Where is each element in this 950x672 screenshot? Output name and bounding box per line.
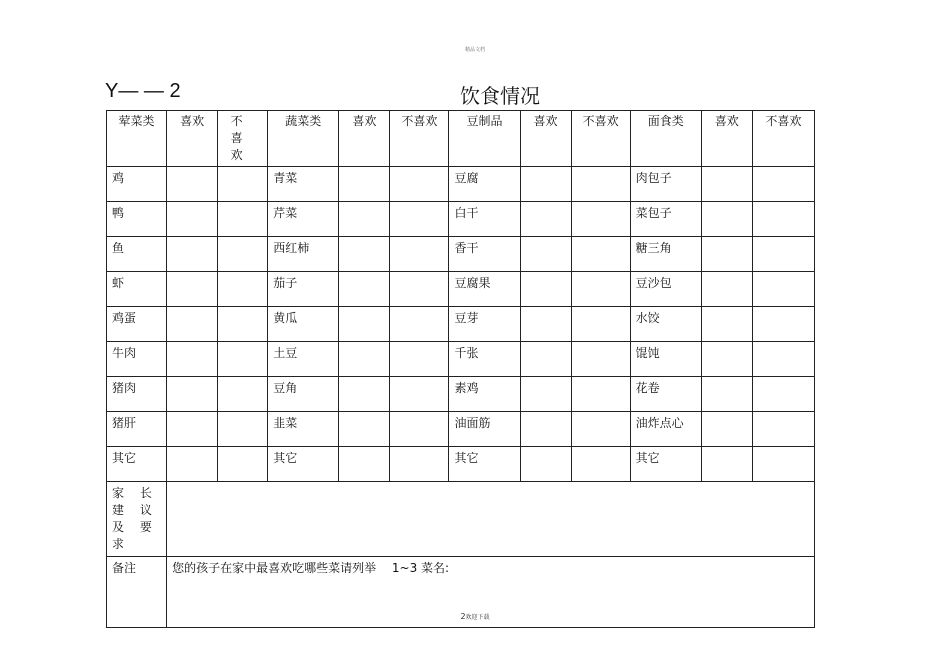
table-row (107, 377, 815, 412)
like-checkbox-cell[interactable] (701, 377, 752, 412)
dislike-checkbox-cell[interactable] (218, 377, 268, 412)
like-checkbox-cell[interactable] (167, 237, 218, 272)
like-checkbox-cell[interactable] (701, 272, 752, 307)
like-checkbox-cell[interactable] (167, 272, 218, 307)
like-checkbox-cell[interactable] (520, 412, 571, 447)
table-row (107, 447, 815, 482)
like-checkbox-cell[interactable] (520, 272, 571, 307)
document-code: Y— — 2 (105, 80, 181, 102)
dislike-checkbox-cell[interactable] (752, 202, 814, 237)
dislike-checkbox-cell[interactable] (571, 412, 630, 447)
dislike-header: 不喜欢 (390, 111, 449, 167)
food-name-cell: 水饺 (630, 307, 701, 342)
like-checkbox-cell[interactable] (701, 167, 752, 202)
like-checkbox-cell[interactable] (520, 237, 571, 272)
table-row (107, 167, 815, 202)
dislike-checkbox-cell[interactable] (752, 342, 814, 377)
food-name-cell: 猪肉 (107, 377, 167, 412)
dislike-checkbox-cell[interactable] (390, 447, 449, 482)
dislike-checkbox-cell[interactable] (571, 342, 630, 377)
food-name-cell: 油炸点心 (630, 412, 701, 447)
dislike-checkbox-cell[interactable] (571, 307, 630, 342)
dislike-checkbox-cell[interactable] (390, 167, 449, 202)
dislike-checkbox-cell[interactable] (752, 412, 814, 447)
food-name-cell: 豆腐果 (449, 272, 520, 307)
food-name-cell: 青菜 (268, 167, 339, 202)
like-checkbox-cell[interactable] (339, 342, 390, 377)
page-footer (0, 612, 950, 621)
food-name-cell: 油面筋 (449, 412, 520, 447)
remark-label: 备注 (107, 557, 167, 628)
like-checkbox-cell[interactable] (167, 342, 218, 377)
like-checkbox-cell[interactable] (167, 167, 218, 202)
food-name-cell: 香干 (449, 237, 520, 272)
like-checkbox-cell[interactable] (339, 447, 390, 482)
food-name-cell: 鸡蛋 (107, 307, 167, 342)
dislike-checkbox-cell[interactable] (218, 272, 268, 307)
food-name-cell: 黄瓜 (268, 307, 339, 342)
food-name-cell: 豆角 (268, 377, 339, 412)
dislike-checkbox-cell[interactable] (218, 167, 268, 202)
food-name-cell: 糖三角 (630, 237, 701, 272)
like-checkbox-cell[interactable] (339, 237, 390, 272)
page-title: 饮食情况 (460, 84, 540, 108)
like-checkbox-cell[interactable] (520, 342, 571, 377)
dislike-checkbox-cell[interactable] (390, 202, 449, 237)
like-checkbox-cell[interactable] (339, 272, 390, 307)
like-checkbox-cell[interactable] (701, 412, 752, 447)
dislike-checkbox-cell[interactable] (390, 377, 449, 412)
food-name-cell: 茄子 (268, 272, 339, 307)
like-header: 喜欢 (520, 111, 571, 167)
dislike-checkbox-cell[interactable] (390, 307, 449, 342)
suggestion-label: 家 长 建 议 及 要 求 (107, 482, 167, 557)
food-name-cell: 土豆 (268, 342, 339, 377)
food-name-cell: 千张 (449, 342, 520, 377)
dislike-header: 不喜欢 (752, 111, 814, 167)
food-name-cell: 其它 (630, 447, 701, 482)
dislike-checkbox-cell[interactable] (390, 342, 449, 377)
like-checkbox-cell[interactable] (167, 412, 218, 447)
like-checkbox-cell[interactable] (701, 307, 752, 342)
like-checkbox-cell[interactable] (339, 202, 390, 237)
like-checkbox-cell[interactable] (520, 307, 571, 342)
like-checkbox-cell[interactable] (520, 167, 571, 202)
dislike-checkbox-cell[interactable] (752, 167, 814, 202)
header-row (107, 111, 815, 167)
dislike-checkbox-cell[interactable] (218, 447, 268, 482)
like-checkbox-cell[interactable] (167, 202, 218, 237)
like-checkbox-cell[interactable] (339, 377, 390, 412)
food-name-cell: 其它 (449, 447, 520, 482)
dislike-checkbox-cell[interactable] (752, 272, 814, 307)
food-name-cell: 菜包子 (630, 202, 701, 237)
dislike-checkbox-cell[interactable] (218, 342, 268, 377)
footer-text: 欢迎下载 (465, 614, 490, 621)
food-name-cell: 鱼 (107, 237, 167, 272)
dislike-checkbox-cell[interactable] (218, 202, 268, 237)
food-name-cell: 馄饨 (630, 342, 701, 377)
like-checkbox-cell[interactable] (167, 377, 218, 412)
suggestion-row (107, 482, 815, 557)
food-name-cell: 其它 (107, 447, 167, 482)
dislike-checkbox-cell[interactable] (571, 237, 630, 272)
dislike-checkbox-cell[interactable] (218, 412, 268, 447)
like-header: 喜欢 (339, 111, 390, 167)
food-name-cell: 花卷 (630, 377, 701, 412)
food-name-cell: 牛肉 (107, 342, 167, 377)
table-row (107, 237, 815, 272)
dislike-checkbox-cell[interactable] (390, 412, 449, 447)
table-row (107, 342, 815, 377)
dislike-checkbox-cell[interactable] (571, 167, 630, 202)
like-checkbox-cell[interactable] (167, 307, 218, 342)
food-name-cell: 豆沙包 (630, 272, 701, 307)
like-checkbox-cell[interactable] (701, 202, 752, 237)
food-name-cell: 其它 (268, 447, 339, 482)
like-checkbox-cell[interactable] (339, 307, 390, 342)
food-name-cell: 豆芽 (449, 307, 520, 342)
food-name-cell: 素鸡 (449, 377, 520, 412)
dislike-checkbox-cell[interactable] (571, 447, 630, 482)
dislike-checkbox-cell[interactable] (752, 237, 814, 272)
like-header: 喜欢 (167, 111, 218, 167)
food-name-cell: 豆腐 (449, 167, 520, 202)
dislike-checkbox-cell[interactable] (571, 272, 630, 307)
dislike-checkbox-cell[interactable] (218, 237, 268, 272)
dislike-checkbox-cell[interactable] (218, 307, 268, 342)
category-header: 蔬菜类 (268, 111, 339, 167)
header-note: 精品文档 (464, 47, 485, 53)
food-name-cell: 鸭 (107, 202, 167, 237)
page-number: 2 (460, 612, 466, 621)
like-checkbox-cell[interactable] (701, 447, 752, 482)
like-checkbox-cell[interactable] (520, 447, 571, 482)
like-checkbox-cell[interactable] (520, 202, 571, 237)
food-name-cell: 猪肝 (107, 412, 167, 447)
table-row (107, 307, 815, 342)
dislike-checkbox-cell[interactable] (571, 202, 630, 237)
like-checkbox-cell[interactable] (701, 237, 752, 272)
dislike-checkbox-cell[interactable] (571, 377, 630, 412)
dislike-checkbox-cell[interactable] (390, 237, 449, 272)
category-header: 荤菜类 (107, 111, 167, 167)
suggestion-field[interactable] (167, 482, 815, 557)
dislike-checkbox-cell[interactable] (752, 307, 814, 342)
category-header: 面食类 (630, 111, 701, 167)
remark-field[interactable]: 您的孩子在家中最喜欢吃哪些菜请列举 1~3 菜名: (167, 557, 815, 628)
diet-table (106, 110, 815, 628)
food-name-cell: 鸡 (107, 167, 167, 202)
like-checkbox-cell[interactable] (701, 342, 752, 377)
table-row (107, 272, 815, 307)
dislike-checkbox-cell[interactable] (752, 377, 814, 412)
food-name-cell: 白干 (449, 202, 520, 237)
dislike-checkbox-cell[interactable] (390, 272, 449, 307)
dislike-header: 不 喜 欢 (218, 111, 268, 167)
food-name-cell: 肉包子 (630, 167, 701, 202)
like-checkbox-cell[interactable] (339, 412, 390, 447)
category-header: 豆制品 (449, 111, 520, 167)
table-row (107, 202, 815, 237)
like-checkbox-cell[interactable] (167, 447, 218, 482)
food-name-cell: 芹菜 (268, 202, 339, 237)
like-checkbox-cell[interactable] (339, 167, 390, 202)
like-header: 喜欢 (701, 111, 752, 167)
food-name-cell: 韭菜 (268, 412, 339, 447)
table-row (107, 412, 815, 447)
like-checkbox-cell[interactable] (520, 377, 571, 412)
dislike-checkbox-cell[interactable] (752, 447, 814, 482)
dislike-header: 不喜欢 (571, 111, 630, 167)
food-name-cell: 西红柿 (268, 237, 339, 272)
food-name-cell: 虾 (107, 272, 167, 307)
